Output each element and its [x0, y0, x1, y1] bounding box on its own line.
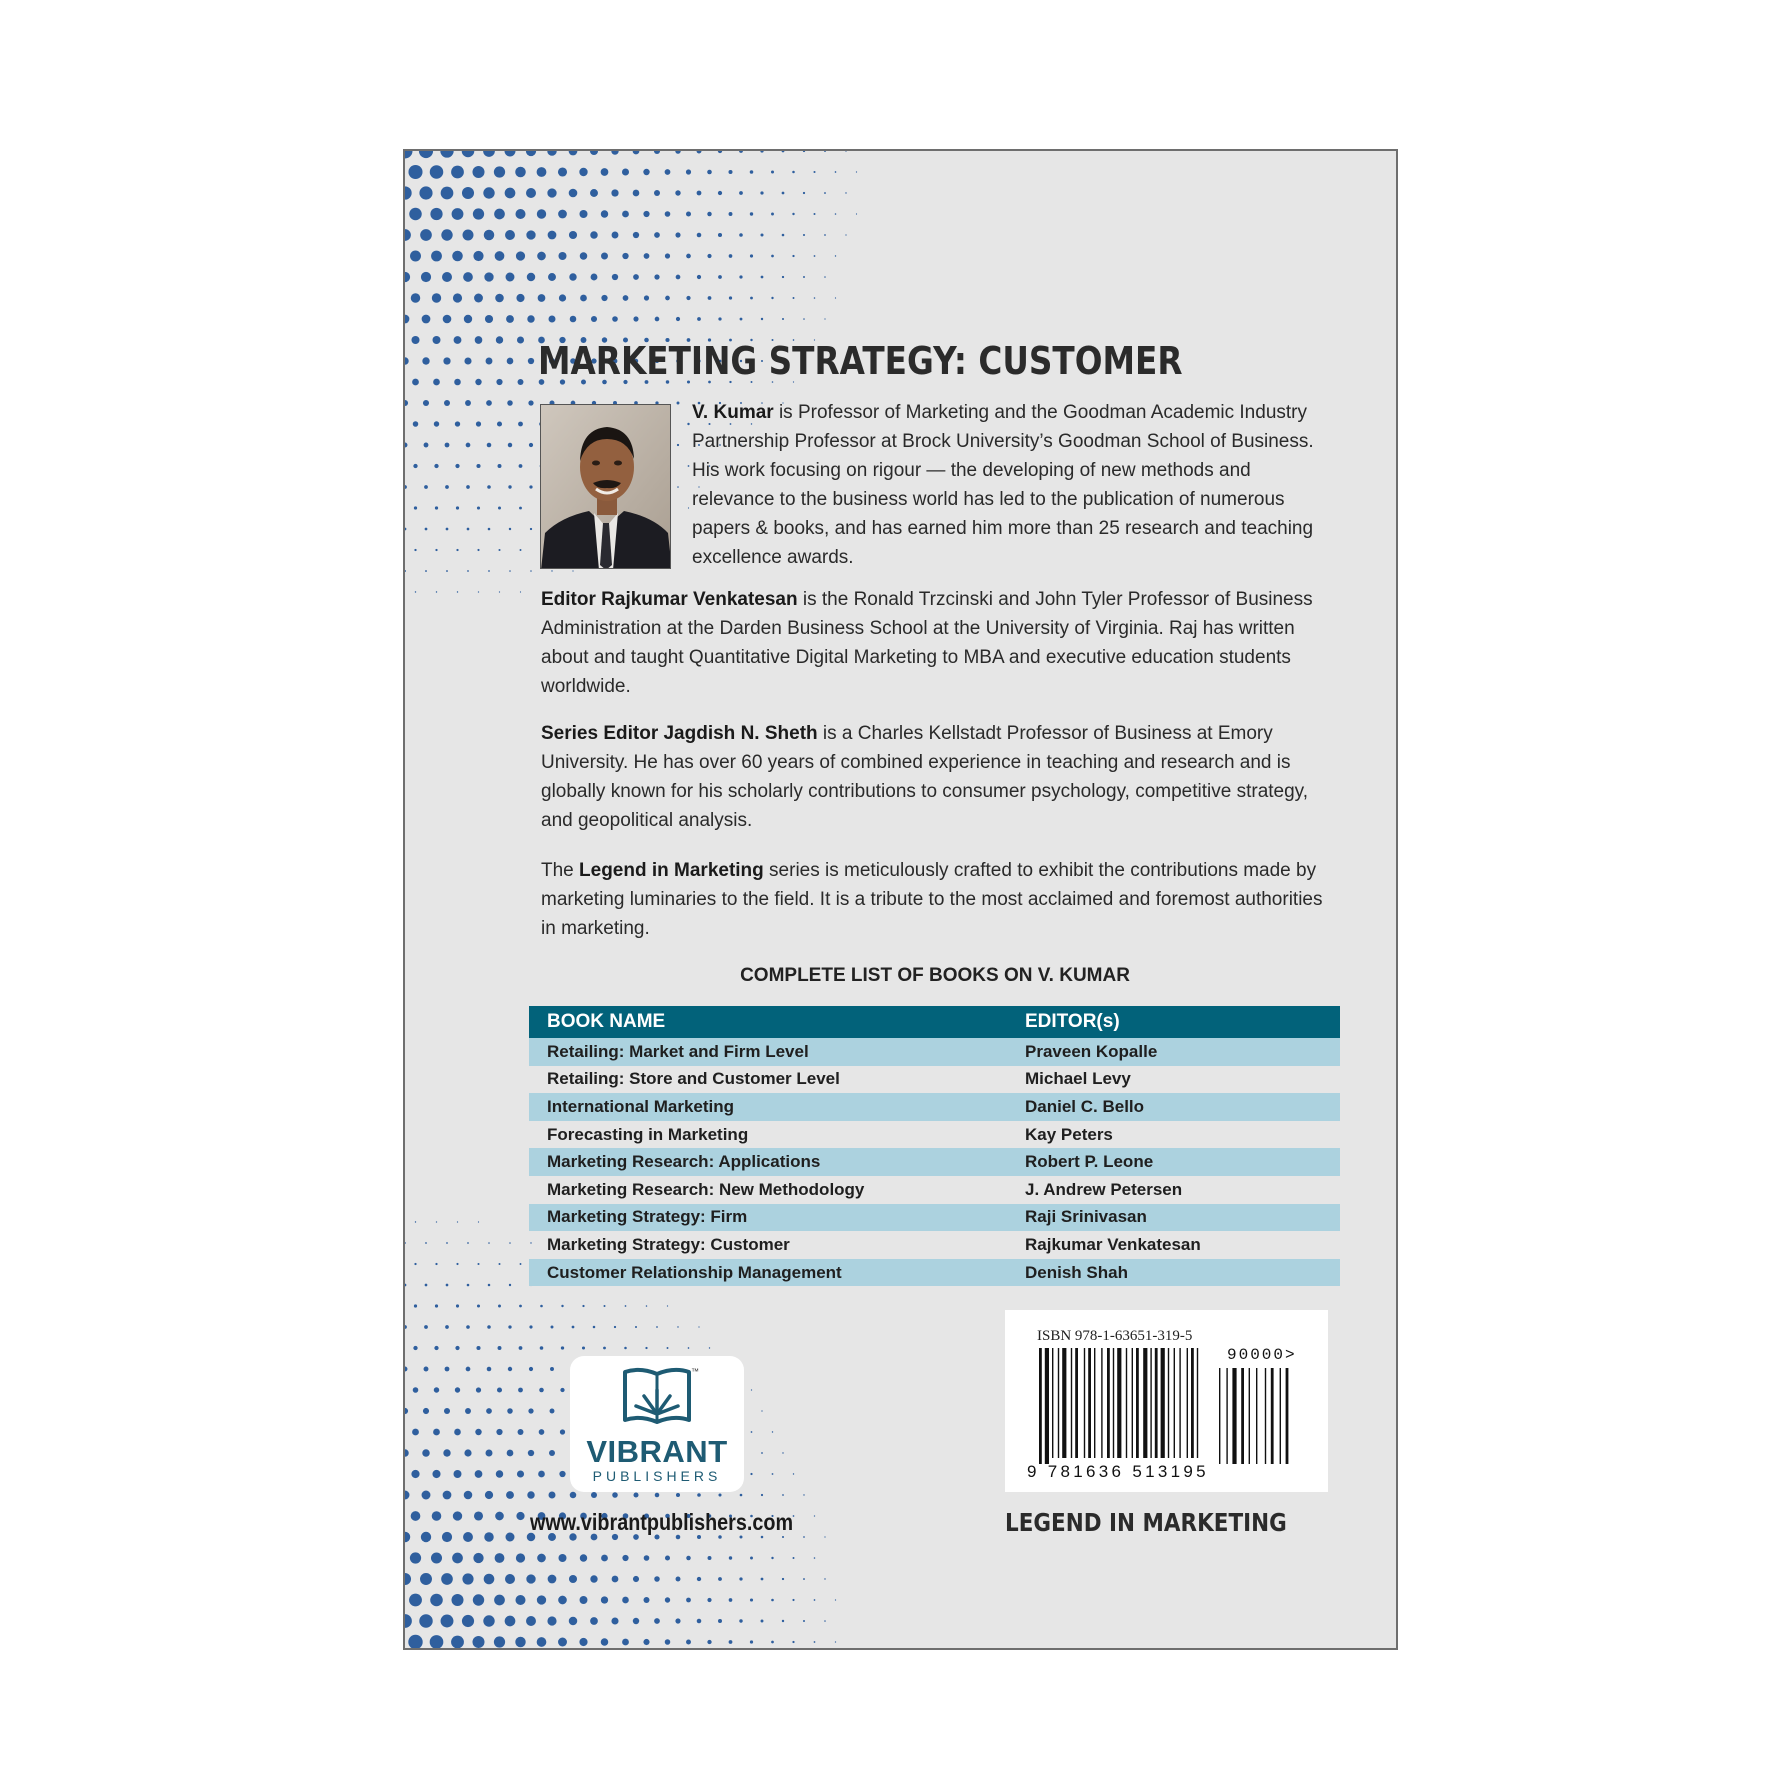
- book-title: MARKETING STRATEGY: CUSTOMER: [538, 339, 1183, 383]
- table-row: [529, 1259, 1340, 1287]
- book-editor: Raji Srinivasan: [1007, 1204, 1340, 1232]
- series-blurb-pre: The: [541, 860, 580, 881]
- book-editor: Daniel C. Bello: [1007, 1093, 1340, 1121]
- author-bio-text: is Professor of Marketing and the Goodman Academic Industry Partnership Professor at Brock University’s Goodman School of Business. His work focusing on rigour — the developing of new methods and relevance to the business world has led to the publication of numerous papers & books, and has earned him more than 25 research and teaching excellence awards.: [692, 402, 1314, 568]
- book-editor: Praveen Kopalle: [1007, 1038, 1340, 1066]
- book-name: Retailing: Store and Customer Level: [547, 1069, 840, 1089]
- table-row: [529, 1121, 1340, 1149]
- ean-digits: 9 781636 513195: [1027, 1462, 1209, 1481]
- editor-name: Editor Rajkumar Venkatesan: [541, 589, 798, 610]
- publisher-subtitle: PUBLISHERS: [592, 1468, 722, 1484]
- book-editor: Rajkumar Venkatesan: [1025, 1234, 1201, 1254]
- series-blurb: [541, 856, 1341, 943]
- book-editor: J. Andrew Petersen: [1025, 1179, 1183, 1199]
- table-row: [529, 1038, 1340, 1066]
- table-row: [529, 1204, 1340, 1232]
- book-editor: Kay Peters: [1025, 1124, 1113, 1144]
- book-list-heading: COMPLETE LIST OF BOOKS ON V. KUMAR: [740, 965, 1130, 986]
- author-name: V. Kumar: [692, 402, 774, 423]
- editor-bio-text: is the Ronald Trzcinski and John Tyler Professor of Business Administration at the Darden Business School at the University of Virginia. Raj has written about and taught Quantitative Digital Marketing to MBA and executive education students worldwide.: [541, 589, 1313, 697]
- editor-bio: [541, 585, 1341, 701]
- publisher-name: VIBRANT: [586, 1434, 728, 1469]
- series-editor-name: Series Editor Jagdish N. Sheth: [541, 723, 818, 744]
- book-name: Marketing Research: Applications: [529, 1148, 1007, 1176]
- table-row: [529, 1231, 1340, 1259]
- isbn-text: ISBN 978-1-63651-319-5: [1037, 1328, 1193, 1344]
- isbn-barcode: [1005, 1310, 1328, 1492]
- book-name: Marketing Research: New Methodology: [547, 1179, 865, 1199]
- trademark-symbol: ™: [691, 1367, 699, 1376]
- table-row: [529, 1093, 1340, 1121]
- column-header-book: BOOK NAME: [529, 1006, 1007, 1038]
- table-row: [529, 1176, 1340, 1204]
- book-name: Retailing: Market and Firm Level: [529, 1038, 1007, 1066]
- book-editor: Denish Shah: [1007, 1259, 1340, 1287]
- book-editor: Robert P. Leone: [1007, 1148, 1340, 1176]
- book-name: Marketing Strategy: Firm: [529, 1204, 1007, 1232]
- price-addon-text: 90000>: [1227, 1346, 1297, 1364]
- column-header-editor: EDITOR(s): [1007, 1006, 1340, 1038]
- series-editor-bio: [541, 719, 1341, 835]
- table-row: [529, 1066, 1340, 1094]
- publisher-logo: [570, 1356, 744, 1492]
- book-name: Marketing Strategy: Customer: [547, 1234, 790, 1254]
- table-row: [529, 1148, 1340, 1176]
- book-back-cover: [403, 149, 1398, 1650]
- book-editor: Michael Levy: [1025, 1069, 1131, 1089]
- series-editor-bio-text: is a Charles Kellstadt Professor of Business at Emory University. He has over 60 years of combined experience in teaching and research and is globally known for his scholarly contributions to consumer psychology, competitive strategy, and geopolitical analysis.: [541, 723, 1309, 831]
- book-name: Customer Relationship Management: [529, 1259, 1007, 1287]
- series-blurb-text: series is meticulously crafted to exhibit the contributions made by marketing luminaries to the field. It is a tribute to the most acclaimed and foremost authorities in marketing.: [541, 860, 1323, 939]
- table-header-row: [529, 1006, 1340, 1038]
- author-bio: [692, 398, 1332, 572]
- book-name: Forecasting in Marketing: [547, 1124, 749, 1144]
- author-photo: [540, 404, 671, 569]
- series-name: LEGEND IN MARKETING: [1005, 1508, 1287, 1537]
- open-book-icon: [622, 1366, 692, 1426]
- publisher-website: www.vibrantpublishers.com: [530, 1509, 794, 1535]
- series-blurb-name: Legend in Marketing: [579, 860, 764, 881]
- book-name: International Marketing: [529, 1093, 1007, 1121]
- book-list-table: [529, 1006, 1340, 1286]
